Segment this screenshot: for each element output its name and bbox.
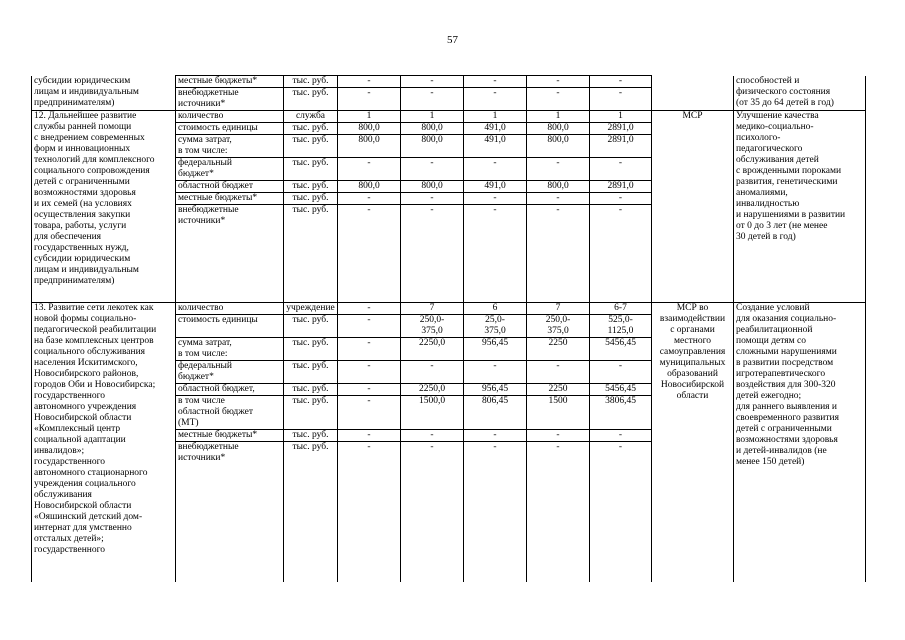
unit-cell: тыс. руб. (284, 338, 338, 361)
unit-cell: тыс. руб. (284, 193, 338, 205)
value-cell: - (527, 158, 590, 181)
value-cell: - (338, 430, 401, 442)
value-cell: - (464, 361, 527, 384)
value-cell: - (401, 442, 464, 582)
executor-cell: МСР во взаимодействии с органами местного самоуправления муниципальных образований Новосибирской области (652, 303, 734, 582)
value-cell: 2891,0 (590, 123, 652, 135)
value-cell: 2250 (527, 384, 590, 396)
value-cell: - (590, 193, 652, 205)
indicator-cell: сумма затрат, в том числе: (176, 135, 284, 158)
value-cell: 806,45 (464, 396, 527, 430)
unit-cell: тыс. руб. (284, 88, 338, 111)
unit-cell: тыс. руб. (284, 181, 338, 193)
value-cell: - (464, 193, 527, 205)
value-cell: - (527, 76, 590, 88)
value-cell: - (338, 303, 401, 315)
value-cell: 2250,0 (401, 384, 464, 396)
value-cell: - (401, 193, 464, 205)
value-cell: - (338, 315, 401, 338)
value-cell: - (338, 396, 401, 430)
value-cell: 250,0- 375,0 (527, 315, 590, 338)
value-cell: - (401, 158, 464, 181)
value-cell: 1 (401, 111, 464, 123)
result-cell: Улучшение качества медико-социально- психолого- педагогического обслуживания детей с врожденными пороками развития, генетическими аномалиями, инвалидностью и нарушениями в развитии от 0 до 3 лет (не менее 30 детей в год) (734, 111, 866, 303)
value-cell: - (464, 158, 527, 181)
value-cell: - (590, 76, 652, 88)
value-cell: 2891,0 (590, 135, 652, 158)
indicator-cell: внебюджетные источники* (176, 88, 284, 111)
value-cell: - (338, 88, 401, 111)
value-cell: 1500,0 (401, 396, 464, 430)
value-cell: - (590, 361, 652, 384)
value-cell: - (464, 442, 527, 582)
indicator-cell: местные бюджеты* (176, 76, 284, 88)
value-cell: - (590, 430, 652, 442)
unit-cell: тыс. руб. (284, 315, 338, 338)
value-cell: 800,0 (338, 181, 401, 193)
indicator-cell: стоимость единицы (176, 123, 284, 135)
unit-cell: тыс. руб. (284, 205, 338, 303)
value-cell: - (590, 205, 652, 303)
value-cell: 800,0 (527, 135, 590, 158)
value-cell: 5456,45 (590, 338, 652, 361)
indicator-cell: сумма затрат, в том числе: (176, 338, 284, 361)
value-cell: 25,0- 375,0 (464, 315, 527, 338)
value-cell: 1500 (527, 396, 590, 430)
value-cell: 1 (527, 111, 590, 123)
value-cell: - (338, 158, 401, 181)
value-cell: 250,0- 375,0 (401, 315, 464, 338)
value-cell: - (527, 88, 590, 111)
value-cell: - (338, 361, 401, 384)
indicator-cell: стоимость единицы (176, 315, 284, 338)
indicator-cell: федеральный бюджет* (176, 158, 284, 181)
value-cell: - (338, 338, 401, 361)
value-cell: 800,0 (401, 181, 464, 193)
indicator-cell: внебюджетные источники* (176, 205, 284, 303)
indicator-cell: количество (176, 111, 284, 123)
value-cell: 5456,45 (590, 384, 652, 396)
value-cell: 956,45 (464, 338, 527, 361)
value-cell: 6-7 (590, 303, 652, 315)
unit-cell: тыс. руб. (284, 123, 338, 135)
value-cell: - (401, 88, 464, 111)
indicator-cell: федеральный бюджет* (176, 361, 284, 384)
unit-cell: тыс. руб. (284, 361, 338, 384)
value-cell: 800,0 (401, 135, 464, 158)
value-cell: 2250,0 (401, 338, 464, 361)
value-cell: 2250 (527, 338, 590, 361)
value-cell: 2891,0 (590, 181, 652, 193)
unit-cell: тыс. руб. (284, 396, 338, 430)
value-cell: 956,45 (464, 384, 527, 396)
result-cell: Создание условий для оказания социально- реабилитационной помощи детям со сложными нарушениями в развитии посредством игротерапевтического воздействия для 300-320 детей ежегодно; для раннего выявления и своевременного развития детей с ограниченными возможностями здоровья и детей-инвалидов (не менее 150 детей) (734, 303, 866, 582)
executor-cell: МСР (652, 111, 734, 303)
value-cell: - (401, 205, 464, 303)
indicator-cell: внебюджетные источники* (176, 442, 284, 582)
value-cell: - (590, 88, 652, 111)
unit-cell: тыс. руб. (284, 442, 338, 582)
measure-name-cell: 12. Дальнейшее развитие службы ранней помощи с внедрением современных форм и инновационных технологий для комплексного социального сопровождения детей с ограниченными возможностями здоровья и их семей (на условиях осуществления закупки товара, работы, услуги для обеспечения государственных нужд, субсидии юридическим лицам и индивидуальным предпринимателям) (32, 111, 176, 303)
value-cell: 525,0- 1125,0 (590, 315, 652, 338)
value-cell: - (590, 442, 652, 582)
value-cell: 491,0 (464, 123, 527, 135)
value-cell: - (338, 193, 401, 205)
table-row (32, 303, 866, 315)
value-cell: 3806,45 (590, 396, 652, 430)
value-cell: - (527, 442, 590, 582)
value-cell: - (464, 88, 527, 111)
value-cell: - (401, 76, 464, 88)
value-cell: - (527, 361, 590, 384)
unit-cell: тыс. руб. (284, 76, 338, 88)
value-cell: 800,0 (338, 135, 401, 158)
value-cell: - (590, 158, 652, 181)
value-cell: - (527, 193, 590, 205)
value-cell: 6 (464, 303, 527, 315)
value-cell: 7 (527, 303, 590, 315)
indicator-cell: областной бюджет (176, 181, 284, 193)
indicator-cell: количество (176, 303, 284, 315)
measure-name-cell: субсидии юридическим лицам и индивидуальным предпринимателям) (32, 76, 176, 111)
value-cell: 800,0 (527, 123, 590, 135)
indicator-cell: в том числе областной бюджет (МТ) (176, 396, 284, 430)
measure-name-cell: 13. Развитие сети лекотек как новой формы социально- педагогической реабилитации на базе комплексных центров социального обслуживания населения Искитимского, Новосибирского районов, городов Оби и Новосибирска; государственного автономного учреждения Новосибирской области «Комплексный центр социальной адаптации инвалидов»; государственного автономного стационарного учреждения социального обслуживания Новосибирской области «Ояшинский детский дом- интернат для умственно отсталых детей»; государственного (32, 303, 176, 582)
value-cell: 800,0 (401, 123, 464, 135)
value-cell: - (464, 430, 527, 442)
value-cell: 800,0 (527, 181, 590, 193)
unit-cell: тыс. руб. (284, 158, 338, 181)
unit-cell: тыс. руб. (284, 430, 338, 442)
unit-cell: служба (284, 111, 338, 123)
value-cell: 1 (338, 111, 401, 123)
value-cell: - (338, 205, 401, 303)
value-cell: - (401, 430, 464, 442)
table-row (32, 111, 866, 123)
page-number: 57 (447, 34, 458, 46)
value-cell: - (338, 384, 401, 396)
value-cell: 1 (464, 111, 527, 123)
table-row (32, 76, 866, 88)
value-cell: - (464, 76, 527, 88)
value-cell: - (464, 205, 527, 303)
value-cell: - (527, 205, 590, 303)
indicator-cell: местные бюджеты* (176, 193, 284, 205)
unit-cell: учреждение (284, 303, 338, 315)
executor-cell (652, 76, 734, 111)
unit-cell: тыс. руб. (284, 135, 338, 158)
indicator-cell: местные бюджеты* (176, 430, 284, 442)
indicator-cell: областной бюджет, (176, 384, 284, 396)
value-cell: - (338, 76, 401, 88)
value-cell: 1 (590, 111, 652, 123)
value-cell: 800,0 (338, 123, 401, 135)
unit-cell: тыс. руб. (284, 384, 338, 396)
result-cell: способностей и физического состояния (от 35 до 64 детей в год) (734, 76, 866, 111)
value-cell: - (338, 442, 401, 582)
value-cell: 7 (401, 303, 464, 315)
value-cell: - (401, 361, 464, 384)
value-cell: - (527, 430, 590, 442)
value-cell: 491,0 (464, 135, 527, 158)
program-table (31, 75, 866, 582)
value-cell: 491,0 (464, 181, 527, 193)
